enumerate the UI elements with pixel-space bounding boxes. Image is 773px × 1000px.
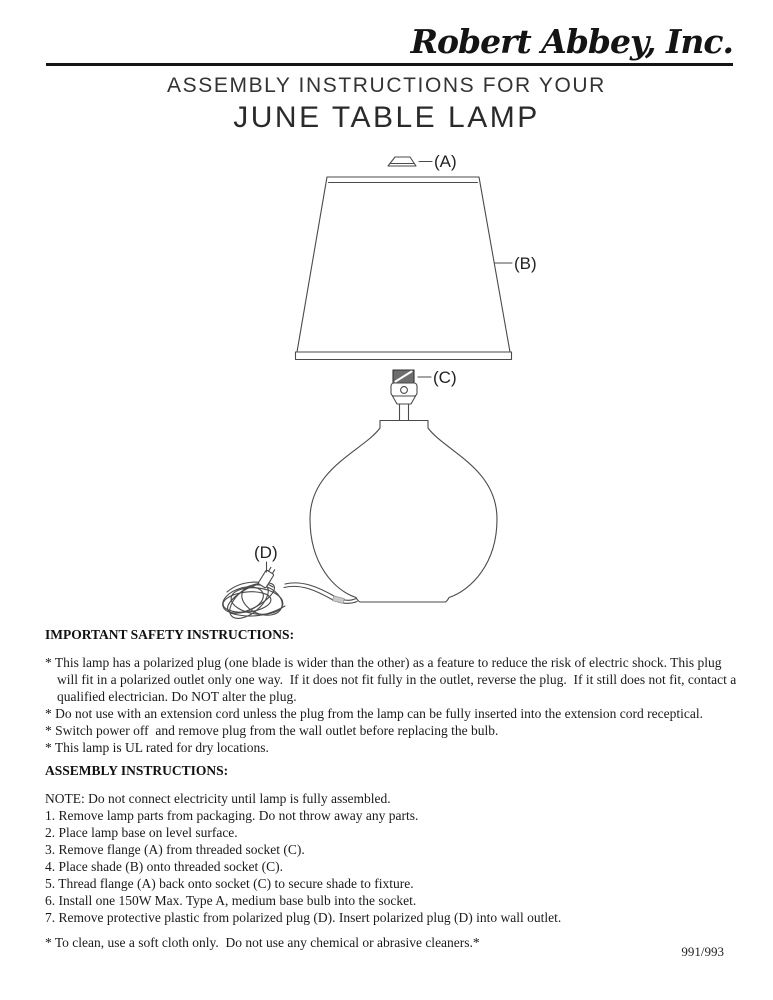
brand-logo: Robert Abbey, Inc. <box>410 22 733 61</box>
safety-item: * Do not use with an extension cord unless the plug from the lamp can be fully inserted into the extension cord receptical. <box>45 706 703 721</box>
lamp-base-drawing <box>310 421 497 603</box>
socket-part-drawing <box>391 370 417 420</box>
page-number: 991/993 <box>681 944 724 959</box>
cleaning-footnote: * To clean, use a soft cloth only. Do not use any chemical or abrasive cleaners.* <box>45 935 480 950</box>
assembly-section <box>45 762 739 926</box>
assembly-step: 6. Install one 150W Max. Type A, medium base bulb into the socket. <box>45 893 417 908</box>
page-title: JUNE TABLE LAMP <box>233 101 540 134</box>
safety-items <box>45 654 739 756</box>
assembly-step: 5. Thread flange (A) back onto socket (C) to secure shade to fixture. <box>45 876 414 891</box>
shade-part-drawing <box>296 177 512 360</box>
safety-item: * Switch power off and remove plug from the wall outlet before replacing the bulb. <box>45 723 499 738</box>
flange-part-drawing <box>388 157 416 166</box>
assembly-step: 2. Place lamp base on level surface. <box>45 825 238 840</box>
safety-section <box>45 626 739 756</box>
assembly-step: 7. Remove protective plastic from polarized plug (D). Insert polarized plug (D) into wall outlet. <box>45 910 562 925</box>
safety-item: * This lamp has a polarized plug (one blade is wider than the other) as a feature to reduce the risk of electric shock. This plug will fit in a polarized outlet only one way. If it does not fit fully in the outlet, reverse the plug. If it still does not fit, contact a qualified electrician. Do NOT alter the plug. <box>45 655 740 704</box>
part-label-a: (A) <box>434 152 457 171</box>
safety-heading: IMPORTANT SAFETY INSTRUCTIONS: <box>45 627 295 642</box>
part-label-c: (C) <box>433 368 457 387</box>
assembly-step: 3. Remove flange (A) from threaded socket (C). <box>45 842 305 857</box>
assembly-heading: ASSEMBLY INSTRUCTIONS: <box>45 763 229 778</box>
assembly-step: 1. Remove lamp parts from packaging. Do not throw away any parts. <box>45 808 419 823</box>
part-label-d: (D) <box>254 543 278 562</box>
safety-item: * This lamp is UL rated for dry locations. <box>45 740 269 755</box>
page-subtitle: ASSEMBLY INSTRUCTIONS FOR YOUR <box>167 74 606 97</box>
part-label-b: (B) <box>514 254 537 273</box>
assembly-note: NOTE: Do not connect electricity until lamp is fully assembled. <box>45 791 391 806</box>
assembly-step: 4. Place shade (B) onto threaded socket (C). <box>45 859 284 874</box>
